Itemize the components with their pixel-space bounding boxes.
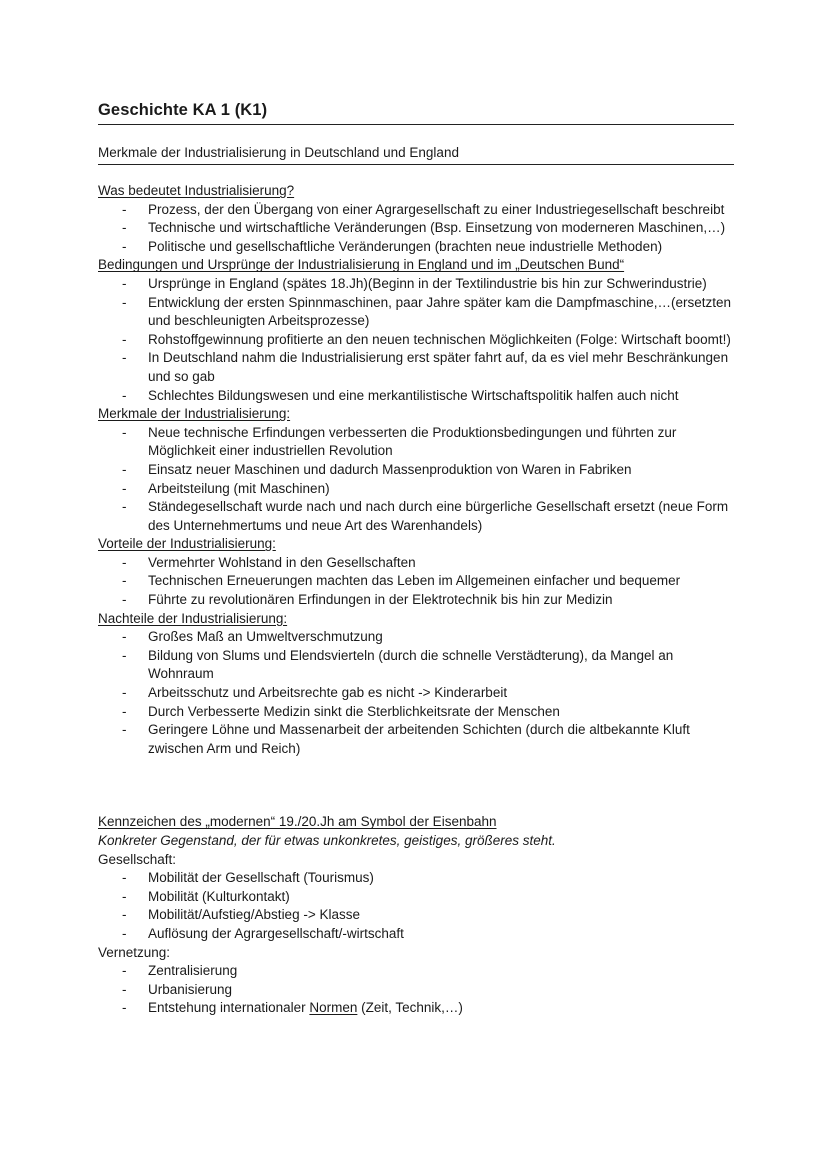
list-item	[98, 387, 738, 406]
list-item-text: Politische und gesellschaftliche Veränderungen (brachten neue industrielle Methoden)	[148, 238, 663, 254]
bullet-dash: -	[122, 722, 127, 738]
list-item-text: Mobilität/Aufstieg/Abstieg -> Klasse	[148, 907, 360, 923]
list-item-text: Schlechtes Bildungswesen und eine merkantilistische Wirtschaftspolitik halfen auch nicht	[148, 387, 679, 403]
list-item	[98, 684, 738, 703]
list-item-text: Bildung von Slums und Elendsvierteln (durch die schnelle Verstädterung), da Mangel an Wohnraum	[148, 647, 674, 682]
bullet-dash: -	[122, 685, 127, 701]
list-item	[98, 480, 738, 499]
list-item	[98, 498, 738, 535]
section-heading: Was bedeutet Industrialisierung?	[98, 183, 295, 198]
list-item-text: Technische und wirtschaftliche Veränderungen (Bsp. Einsetzung von moderneren Maschinen,…)	[148, 220, 726, 236]
list-item	[98, 869, 738, 888]
list-item	[98, 981, 738, 1000]
list-item-text: Ständegesellschaft wurde nach und nach durch eine bürgerliche Gesellschaft ersetzt (neue Form des Unternehmertums und neue Art des Warenhandels)	[148, 499, 729, 533]
list-item	[98, 554, 738, 573]
list-item	[98, 999, 738, 1018]
list-item-text: Rohstoffgewinnung profitierte an den neuen technischen Möglichkeiten (Folge: Wirtschaft boomt!)	[148, 331, 731, 347]
list-item-text: Prozess, der den Übergang von einer Agrargesellschaft zu einer Industriegesellschaft beschreibt	[148, 201, 725, 217]
list-item-text-before: Entstehung internationaler	[148, 1000, 310, 1016]
list-item	[98, 349, 738, 386]
section	[98, 610, 738, 759]
bullet-dash: -	[122, 870, 127, 886]
section-gap	[98, 758, 738, 813]
bullet-dash: -	[122, 592, 127, 608]
list-item-text: Einsatz neuer Maschinen und dadurch Massenproduktion von Waren in Fabriken	[148, 461, 632, 477]
list-item	[98, 703, 738, 722]
list-item-text: Mobilität der Gesellschaft (Tourismus)	[148, 870, 374, 886]
gesellschaft-label: Gesellschaft:	[98, 851, 177, 867]
bullet-dash: -	[122, 554, 127, 570]
vernetzung-label: Vernetzung:	[98, 944, 171, 960]
eisenbahn-heading: Kennzeichen des „modernen“ 19./20.Jh am Symbol der Eisenbahn	[98, 814, 497, 830]
bullet-dash: -	[122, 629, 127, 645]
title-rule	[98, 124, 734, 125]
list-item	[98, 962, 738, 981]
list-item	[98, 424, 738, 461]
list-item-text: Führte zu revolutionären Erfindungen in der Elektrotechnik bis hin zur Medizin	[148, 592, 613, 608]
eisenbahn-section	[98, 813, 738, 1018]
list-item	[98, 294, 738, 331]
list-item	[98, 591, 738, 610]
section	[98, 405, 738, 535]
document-body	[98, 182, 738, 1018]
list-item	[98, 906, 738, 925]
section-heading: Bedingungen und Ursprünge der Industrialisierung in England und im „Deutschen Bund“	[98, 257, 625, 273]
sections-list	[98, 182, 738, 758]
page-subtitle: Merkmale der Industrialisierung in Deutschland und England	[98, 145, 459, 160]
list-item-text: Arbeitsteilung (mit Maschinen)	[148, 480, 330, 496]
list-item-text: Mobilität (Kulturkontakt)	[148, 888, 290, 904]
section	[98, 256, 738, 405]
list-item-text-after: (Zeit, Technik,…)	[357, 1000, 463, 1016]
list-item-text: Großes Maß an Umweltverschmutzung	[148, 629, 383, 645]
list-item	[98, 888, 738, 907]
list-item	[98, 628, 738, 647]
page-title: Geschichte KA 1 (K1)	[98, 101, 268, 119]
gesellschaft-list	[98, 869, 738, 943]
bullet-dash: -	[122, 201, 127, 217]
bullet-dash: -	[122, 499, 127, 515]
bullet-dash: -	[122, 275, 127, 291]
list-item-text: Ursprünge in England (spätes 18.Jh)(Beginn in der Textilindustrie bis hin zur Schwerindustrie)	[148, 275, 707, 291]
bullet-dash: -	[122, 461, 127, 477]
list-item-text: Geringere Löhne und Massenarbeit der arbeitenden Schichten (durch die altbekannte Kluft zwischen Arm und Reich)	[148, 722, 690, 756]
list-item-text: Zentralisierung	[148, 963, 238, 979]
list-item-text: Technischen Erneuerungen machten das Leben im Allgemeinen einfacher und bequemer	[148, 573, 681, 589]
bullet-dash: -	[122, 963, 127, 979]
normen-underlined: Normen	[309, 1000, 358, 1016]
list-item	[98, 219, 738, 238]
list-item	[98, 925, 738, 944]
section-heading: Merkmale der Industrialisierung:	[98, 406, 291, 422]
list-item	[98, 647, 738, 684]
bullet-dash: -	[122, 573, 127, 589]
list-item	[98, 721, 738, 758]
bullet-dash: -	[122, 981, 127, 997]
list-item	[98, 201, 738, 220]
bullet-dash: -	[122, 424, 127, 440]
bullet-dash: -	[122, 350, 127, 366]
bullet-dash: -	[122, 480, 127, 496]
list-item-text: Neue technische Erfindungen verbesserten die Produktionsbedingungen und führten zur Möglichkeit einer industriellen Revolution	[148, 424, 677, 459]
bullet-dash: -	[122, 1000, 127, 1016]
section-heading: Vorteile der Industrialisierung:	[98, 536, 276, 552]
list-item-text: Arbeitsschutz und Arbeitsrechte gab es nicht -> Kinderarbeit	[148, 685, 508, 701]
bullet-dash: -	[122, 703, 127, 719]
section	[98, 182, 738, 256]
section-heading: Nachteile der Industrialisierung:	[98, 610, 288, 626]
list-item	[98, 331, 738, 350]
list-item	[98, 275, 738, 294]
list-item-text: Auflösung der Agrargesellschaft/-wirtschaft	[148, 925, 404, 941]
bullet-dash: -	[122, 238, 127, 254]
list-item	[98, 238, 738, 257]
list-item	[98, 572, 738, 591]
bullet-dash: -	[122, 907, 127, 923]
list-item-text: Durch Verbesserte Medizin sinkt die Sterblichkeitsrate der Menschen	[148, 703, 560, 719]
subtitle-rule	[98, 164, 734, 165]
bullet-dash: -	[122, 888, 127, 904]
list-item-text: Entwicklung der ersten Spinnmaschinen, paar Jahre später kam die Dampfmaschine,…(ersetzten und beschleunigten Arbeitsprozesse)	[148, 294, 732, 329]
list-item-text: Vermehrter Wohlstand in den Gesellschaften	[148, 554, 416, 570]
bullet-dash: -	[122, 294, 127, 310]
bullet-dash: -	[122, 925, 127, 941]
list-item-text: In Deutschland nahm die Industrialisierung erst später fahrt auf, da es viel mehr Beschränkungen und so gab	[148, 350, 729, 384]
bullet-dash: -	[122, 647, 127, 663]
bullet-dash: -	[122, 387, 127, 403]
list-item-text: Urbanisierung	[148, 981, 233, 997]
eisenbahn-note: Konkreter Gegenstand, der für etwas unkonkretes, geistiges, größeres steht.	[98, 833, 556, 848]
list-item	[98, 461, 738, 480]
section	[98, 535, 738, 609]
bullet-dash: -	[122, 220, 127, 236]
bullet-dash: -	[122, 331, 127, 347]
